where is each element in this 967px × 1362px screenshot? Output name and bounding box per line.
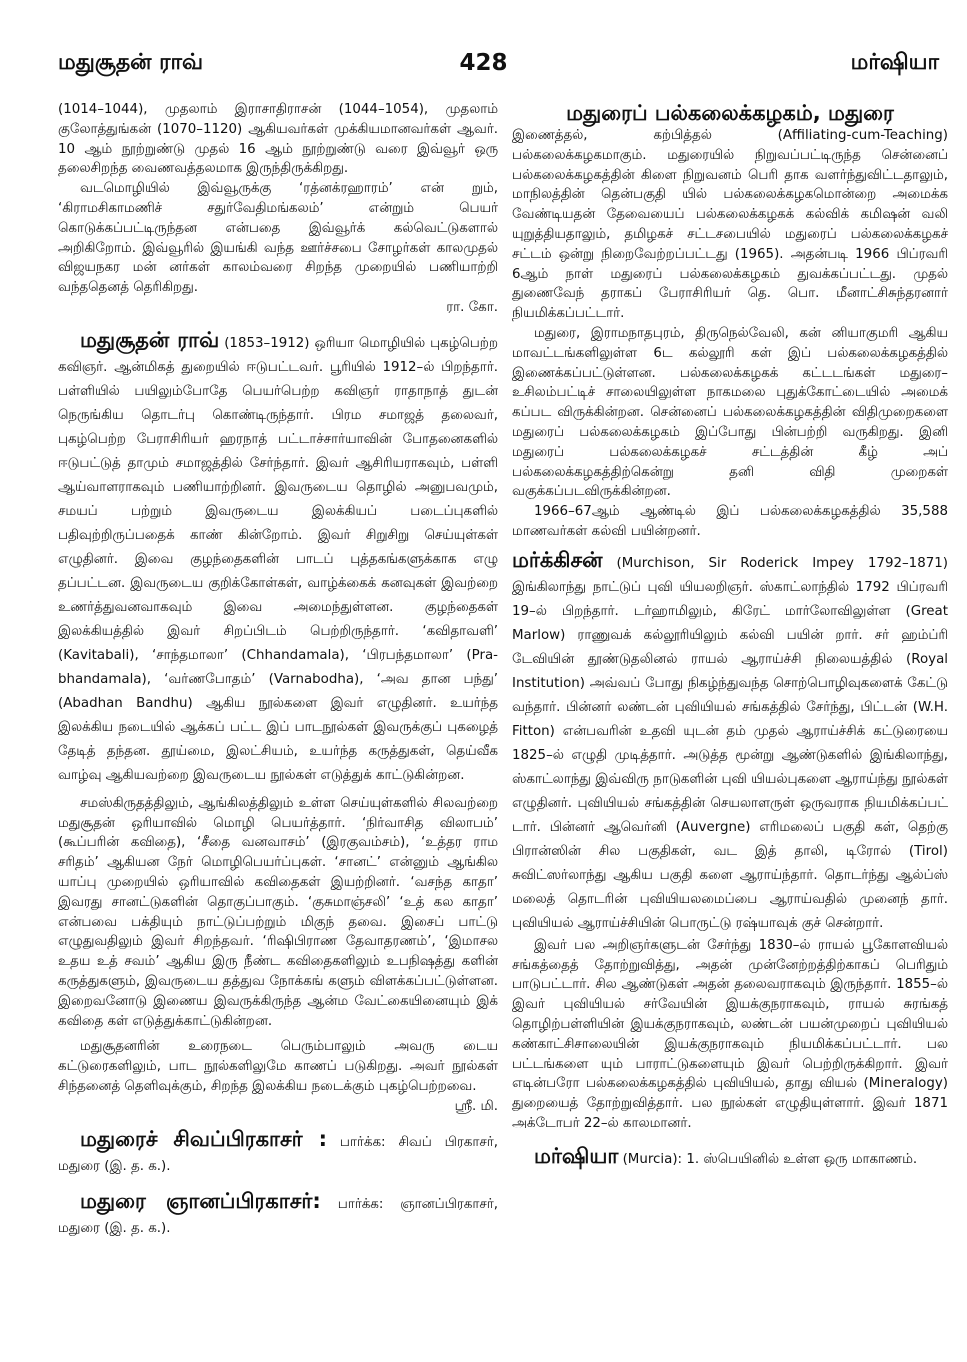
entry-text: பார்க்க: ஞானப்பிரகாசர், மதுரை (இ. த. க.).: [58, 1196, 498, 1236]
page-number: 428: [459, 50, 508, 76]
paragraph: மதுசூதனரின் உரைநடை பெரும்பாலும் அவரு டைய கட்டுரைகளிலும், பாட நூல்களிலுமே காணப் படுகிறது. அவர் நூல்கள் சிந்தனைத் தெளிவுக்கும், சிறந்த இலக்கிய நடைக்கும் புகழ்பெற்றவை.: [58, 1039, 498, 1094]
entry-years: (1853–1912): [219, 335, 315, 351]
author-initials: ஸ்ரீ. மி.: [454, 1098, 498, 1114]
paragraph: 1966–67ஆம் ஆண்டில் இப் பல்கலைக்கழகத்தில் 35,588 மாணவர்கள் கல்வி பயின்றனர்.: [512, 504, 948, 539]
entry-heading: மர்க்கிசன்: [512, 547, 603, 572]
paragraph: (1014–1044), முதலாம் இராசாதிராசன் (1044–1054), முதலாம் குலோத்துங்கன் (1070–1120) ஆகியவர்கள் முக்கியமானவர்கள் ஆவர். 10 ஆம் நூற்றுண்டு முதல் 16 ஆம் நூற்றுண்டு வரை இவ்வூர் ஒரு தலைசிறந்த வைணவத்தலமாக இருந்திருக்கிறது.: [58, 102, 498, 177]
entry-murcia: [512, 1144, 948, 1172]
right-column: [512, 100, 948, 1172]
entry-text: 1. ஸ்பெயினில் உள்ள ஒரு மாகாணம்.: [686, 1151, 918, 1167]
entry-madhusudan-rao: [58, 328, 498, 788]
running-head-right: மர்ஷியா: [850, 50, 939, 75]
left-column: [58, 100, 498, 1241]
entry-heading: மதுரைச் சிவப்பிரகாசர் :: [80, 1126, 327, 1151]
paragraph: இணைத்தல், கற்பித்தல் (Affiliating-cum-Teaching) பல்கலைக்கழகமாகும். மதுரையில் நிறுவப்பட்டிருந்த சென்னைப் பல்கலைக்கழகத்தின் கிளை நிறுவனம் பெரி தாக வளர்ந்துவிட்டதாலும், மாநிலத்தின் தென்பகுதி யில் பல்கலைக்கழகமொன்றை அமைக்க வேண்டியதன் தேவையைப் பல்கலைக்கழகக் கல்விக் கமிஷன் வலி யுறுத்தியதாலும், தமிழகச் சட்டசபையில் மதுரைப் பல்கலைக்கழகச் சட்டம் ஒன்று நிறைவேற்றப்பட்டது (1965). அதன்படி 1966 பிப்ரவரி 6ஆம் நாள் மதுரைப் பல்கலைக்கழகம் துவக்கப்பட்டது. முதல் துணைவேந் தராகப் பேராசிரியர் தெ. பொ. மீனாட்சிசுந்தரனார் நியமிக்கப்பட்டார்.: [512, 128, 948, 322]
running-head-left: மதுசூதன் ராவ்: [58, 50, 204, 75]
entry-parenthetical: (Murcia):: [618, 1151, 687, 1167]
entry-text: பார்க்க: சிவப் பிரகாசர், மதுரை (இ. த. க.).: [58, 1134, 498, 1174]
author-initials: ரா. கோ.: [446, 299, 498, 315]
entry-heading: மதுரை ஞானப்பிரகாசர்:: [80, 1188, 321, 1213]
entry-madurai-gnanaprakasar: [58, 1189, 498, 1241]
entry-madurai-sivaprakasar: [58, 1127, 498, 1179]
paragraph: இவர் பல அறிஞர்களுடன் சேர்ந்து 1830–ல் ராயல் பூகோளவியல் சங்கத்தைத் தோற்றுவித்து, அதன் முன்னேற்றத்திற்காகப் பெரிதும் பாடுபட்டார். சில ஆண்டுகள் அதன் தலைவராகவும் இருந்தார். 1855–ல் இவர் புவியியல் சர்வேயின் இயக்குநராகவும், ராயல் சுரங்கத் தொழிற்பள்ளியின் இயக்குநராகவும், லண்டன் பயன்முறைப் புவியியல் கண்காட்சிசாலையின் இயக்குநராகவும் நியமிக்கப்பட்டார். பல பட்டங்களை யும் பாராட்டுகளையும் இவர் பெற்றிருக்கிறார். இவர் எடின்பரோ பல்கலைக்கழகத்தில் புவியியல், தாது வியல் (Mineralogy) துறையைத் தோற்றுவித்தார். பல நூல்கள் எழுதியுள்ளார். இவர் 1871 அக்டோபர் 22–ல் காலமானர்.: [512, 937, 948, 1131]
entry-text: ஒரியா மொழியில் புகழ்பெற்ற கவிஞர். ஆன்மிகத் துறையில் ஈடுபட்டவர். பூரியில் 1912–ல் பிறந்தார். பள்ளியில் பயிலும்போதே பெயர்பெற்ற கவிஞர் ராதாநாத் துடன் நெருங்கிய தொடர்பு கொண்டிருந்தார். பிரம சமாஜத் தலைவர், புகழ்பெற்ற பேராசிரியர் ஹரநாத் பட்டாச்சார்யாவின் போதனைகளில் ஈடுபட்டுத் தாமும் சமாஜத்தில் சேர்ந்தார். இவர் ஆசிரியராகவும், பள்ளி ஆய்வாளராகவும் பணியாற்றினர். இவருடைய தொழில் அனுபவமும், சமயப் பற்றும் இவருடைய இலக்கியப் படைப்புகளில் பதிவுற்றிருப்பதைக் காண் கின்றோம். இவர் சிறுசிறு செய்யுள்கள் எழுதினர். இவை குழந்தைகளின் பாடப் புத்தகங்களுக்காக எழு தப்பட்டன. இவருடைய குறிக்கோள்கள், வாழ்க்கைக் கனவுகள் இவற்றை உணர்த்துவனவாகவும் இவை அமைந்துள்ளன. குழந்தைகள் இலக்கியத்தில் இவர் சிறப்பிடம் பெற்றிருந்தார். ‘கவிதாவளி’ (Kavitabali), ‘சாந்தமாலா’ (Chhandamala), ‘பிரபந்தமாலா’ (Pra-bhandamala), ‘வர்ணபோதம்’ (Varnabodha), ‘அவ தான பந்து’ (Abadhan Bandhu) ஆகிய நூல்களை இவர் எழுதினர். உயர்ந்த இலக்கிய நடையில் ஆக்கப் பட்ட இப் பாடநூல்கள் இவருக்குப் புகழைத் தேடித் தந்தன. தூய்மை, இலட்சியம், உயர்ந்த கருத்துகள், தெய்வீக வாழ்வு ஆகியவற்றை இவருடைய நூல்கள் எடுத்துக் காட்டுகின்றன.: [58, 335, 498, 783]
entry-text: இங்கிலாந்து நாட்டுப் புவி யியலறிஞர். ஸ்காட்லாந்தில் 1792 பிப்ரவரி 19–ல் பிறந்தார். டர்ஹாமிலும், கிரேட் மார்லோவிலுள்ள (Great Marlow) ராணுவக் கல்லூரியிலும் கல்வி பயின் றார். சர் ஹம்ப்ரி டேவியின் தூண்டுதலினல் ராயல் ஆராய்ச்சி நிலையத்தில் (Royal Institution) அவ்வப் போது நிகழ்ந்துவந்த சொற்பொழிவுகளைக் கேட்டு வந்தார். பின்னர் லண்டன் புவியியல் சங்கத்தில் சேர்ந்து, பிட்டன் (W.H. Fitton) என்பவரின் உதவி யுடன் தம் முதல் ஆராய்ச்சிக் கட்டுரையை 1825–ல் எழுதி முடித்தார். அடுத்த மூன்று ஆண்டுகளில் இங்கிலாந்து, ஸ்காட்லாந்து இவ்விரு நாடுகளின் புவி யியல்புகளை ஆராய்ந்து நூல்கள் எழுதினர். புவியியல் சங்கத்தின் செயலாளருள் ஒருவராக நியமிக்கப்பட் டார். பின்னர் ஆவெர்னி (Auvergne) எரிமலைப் பகுதி கள், தெற்கு பிரான்ஸின் சில பகுதிகள், வட இத் தாலி, டிரோல் (Tirol) சுவிட்ஸர்லாந்து ஆகிய பகுதி களை ஆராய்ந்தார். தொடர்ந்து ஆல்ப்ஸ் மலைத் தொடரின் புவியியலமைப்பை ஆராய்வதில் முனைந் தார். புவியியல் ஆராய்ச்சியின் பொருட்டு ரஷ்யாவுக் குச் சென்றார்.: [512, 579, 948, 931]
entry-murchison: [512, 548, 948, 936]
entry-heading-madurai-university: மதுரைப் பல்கலைக்கழகம், மதுரை: [566, 101, 894, 125]
paragraph: மதுரை, இராமநாதபுரம், திருநெல்வேலி, கன் னியாகுமரி ஆகிய மாவட்டங்களிலுள்ள 6ட கல்லூரி கள் இப் பல்கலைக்கழகத்தில் இணைக்கப்பட்டுள்ளன. பல்கலைக்கழகக் கட்டடங்கள் மதுரை–உசிலம்பட்டிச் சாலையிலுள்ள நாகமலை புதுக்கோட்டையில் அமைக் கப்பட விருக்கின்றன. சென்னைப் பல்கலைக்கழகத்தின் விதிமுறைகளை மதுரைப் பல்கலைக்கழகம் இப்போது பின்பற்றி வருகிறது. இனி மதுரைப் பல்கலைக்கழகச் சட்டத்தின் கீழ் அப் பல்கலைக்கழகத்திற்கென்று தனி விதி முறைகள் வகுக்கப்படவிருக்கின்றன.: [512, 325, 948, 500]
entry-name: (Murchison, Sir Roderick Impey 1792–1871): [602, 555, 948, 571]
page-header: [0, 0, 967, 80]
paragraph: சமஸ்கிருதத்திலும், ஆங்கிலத்திலும் உள்ள செய்யுள்களில் சிலவற்றை மதுசூதன் ஒரியாவில் மொழி பெயர்த்தார். ‘நிர்வாசித விலாபம்’ (கூப்பரின் கவிதை), ‘சீதை வனவாசம்’ (இரகுவம்சம்), ‘உத்தர ராம சரிதம்’ ஆகியன நேர் மொழிபெயர்ப்புகள். ‘சானட்’ என்னும் ஆங்கில யாப்பு முறையில் ஒரியாவில் கவிதைகள் இயற்றினர். ‘வசந்த காதா’ இவரது சானட்டுகளின் தொகுப்பாகும். ‘குசுமாஞ்சலி’ ‘உத் கல காதா’ என்பவை பக்தியும் நாட்டுப்பற்றும் மிகுந் தவை. இசைப் பாட்டு எழுதுவதிலும் இவர் சிறந்தவர். ‘ரிஷிபிராண தேவாதரணம்’, ‘இமாசல உதய உத் சவம்’ ஆகிய இரு நீண்ட கவிதைகளிலும் உபநிஷத்து களின் கருத்துகளும், இவருடைய தத்துவ நோக்கங் களும் விளக்கப்பட்டுள்ளன. இறைவனோடு இணைய இவருக்கிருந்த ஆன்ம வேட்கையினையும் இக் கவிதை கள் எடுத்துக்காட்டுகின்றன.: [58, 795, 498, 1029]
entry-heading: மர்ஷியா: [534, 1143, 619, 1168]
entry-heading: மதுசூதன் ராவ்: [80, 327, 220, 352]
paragraph: வடமொழியில் இவ்வூருக்கு ‘ரத்னக்ரஹாரம்’ என் றும், ‘கிராமசிகாமணிச் சதுர்வேதிமங்கலம்’ என்றும் பெயர் கொடுக்கப்பட்டிருந்தன என்பதை இவ்வூர்க் கல்வெட்டுகளால் அறிகிறோம். இவ்வூரில் இயங்கி வந்த ஊர்ச்சபை சோழர்கள் காலமுதல் விஜயநகர மன் னர்கள் காலம்வரை சிறந்த முறையில் பணியாற்றி வந்ததெனத் தெரிகிறது.: [58, 181, 498, 296]
